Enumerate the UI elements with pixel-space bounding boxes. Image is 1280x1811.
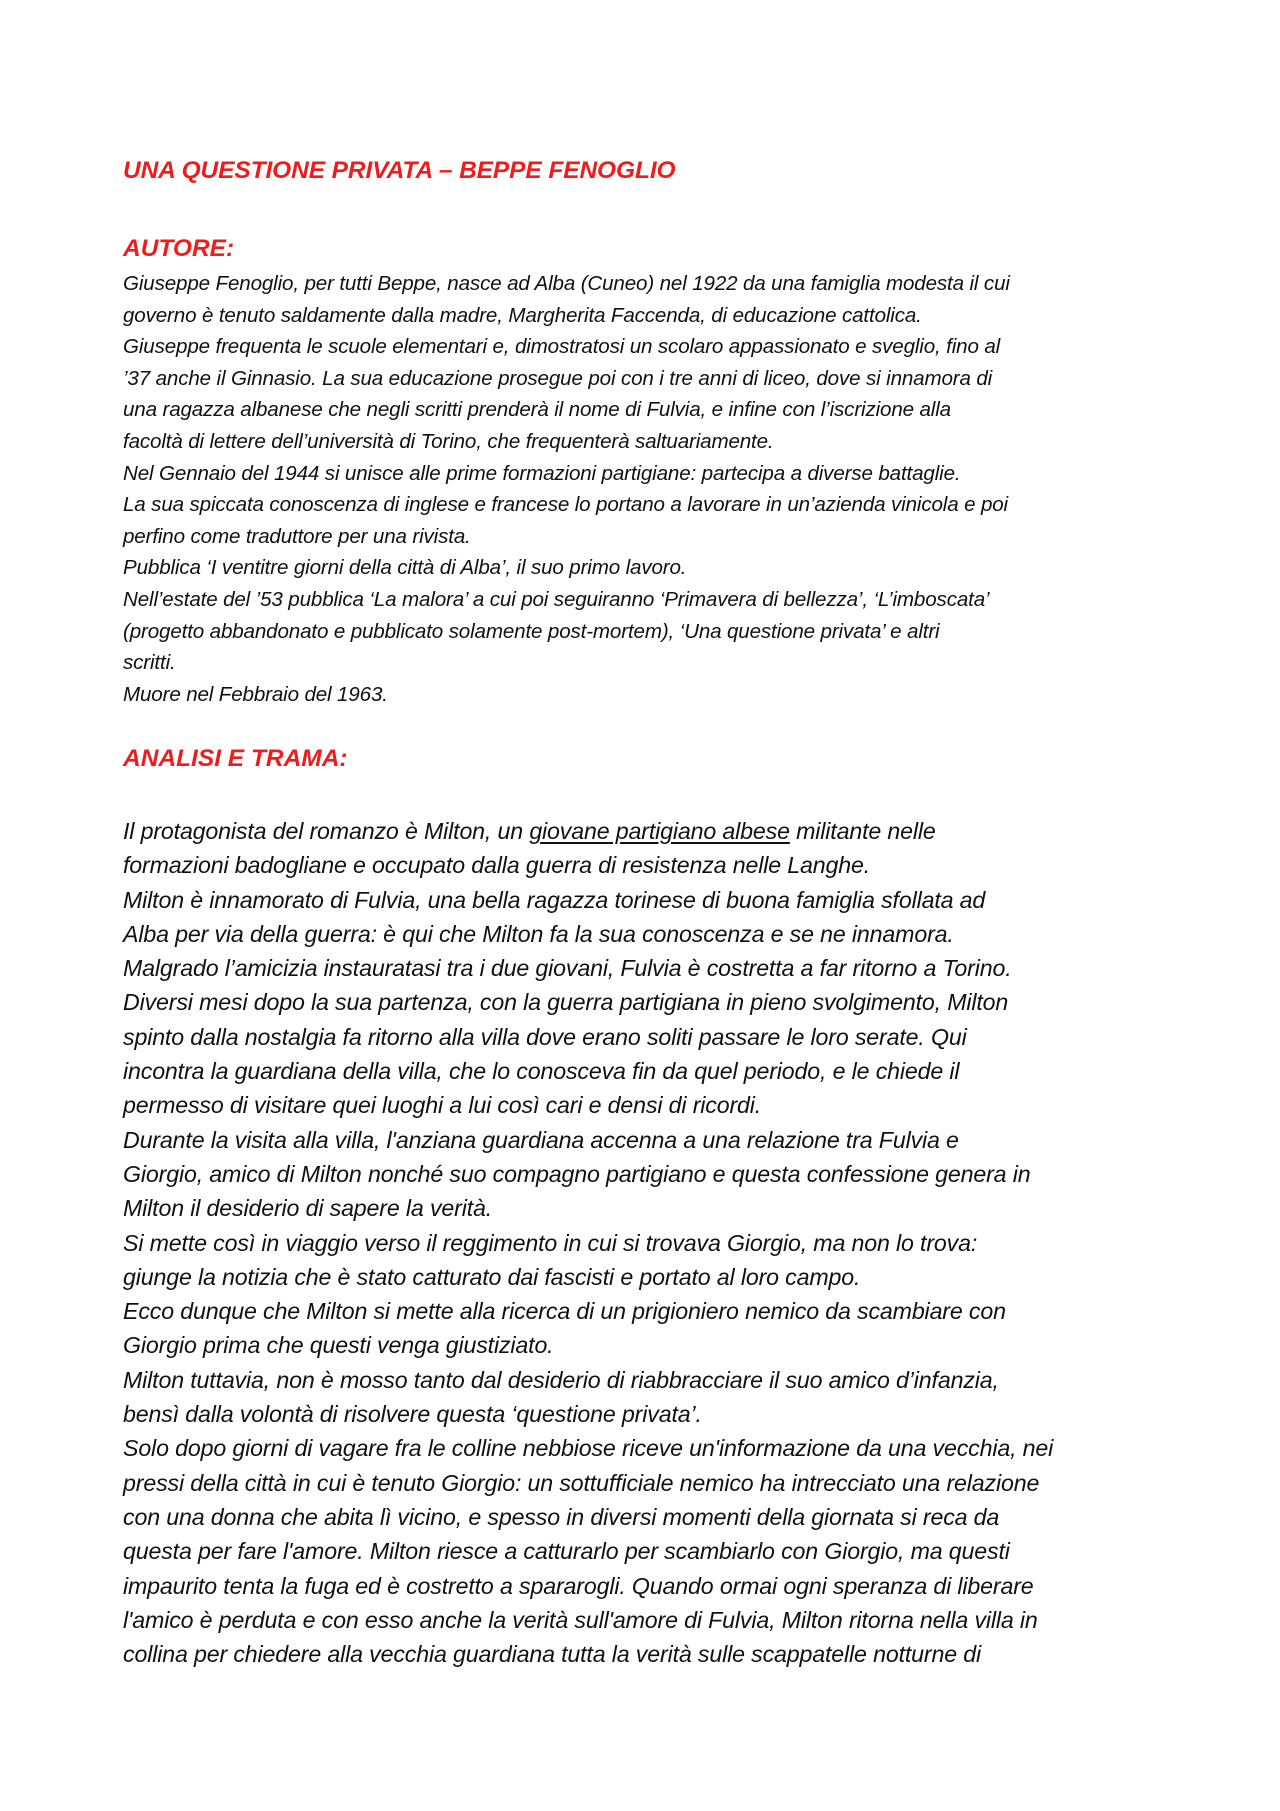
author-line: scritti. [123, 651, 176, 675]
analysis-line: l'amico è perduta e con esso anche la verità sull'amore di Fulvia, Milton ritorna nella villa in [123, 1606, 1038, 1633]
analysis-line: collina per chiedere alla vecchia guardiana tutta la verità sulle scappatelle notturne di [123, 1641, 982, 1668]
analysis-line: Milton è innamorato di Fulvia, una bella ragazza torinese di buona famiglia sfollata ad [123, 886, 986, 913]
author-line: La sua spiccata conoscenza di inglese e francese lo portano a lavorare in un’azienda vinicola e poi [123, 493, 1008, 517]
analysis-line: con una donna che abita lì vicino, e spesso in diversi momenti della giornata si reca da [123, 1503, 1000, 1530]
author-section-body [123, 268, 1183, 710]
analysis-line: formazioni badogliane e occupato dalla guerra di resistenza nelle Langhe. [123, 852, 871, 879]
analysis-line: spinto dalla nostalgia fa ritorno alla villa dove erano soliti passare le loro serate. Qui [123, 1023, 967, 1050]
analysis-line: Malgrado l’amicizia instauratasi tra i due giovani, Fulvia è costretta a far ritorno a Torino. [123, 955, 1012, 982]
author-line: facoltà di lettere dell’università di Torino, che frequenterà saltuariamente. [123, 429, 774, 453]
author-line: (progetto abbandonato e pubblicato solamente post-mortem), ‘Una questione privata’ e altri [123, 619, 940, 643]
analysis-line: Milton il desiderio di sapere la verità. [123, 1195, 493, 1222]
author-line: Nel Gennaio del 1944 si unisce alle prime formazioni partigiane: partecipa a diverse battaglie. [123, 461, 961, 485]
analysis-line: bensì dalla volontà di risolvere questa ‘questione privata’. [123, 1401, 702, 1428]
author-line: una ragazza albanese che negli scritti prenderà il nome di Fulvia, e infine con l’iscrizione alla [123, 398, 951, 422]
analysis-line: Milton tuttavia, non è mosso tanto dal desiderio di riabbracciare il suo amico d’infanzia, [123, 1366, 999, 1393]
underlined-phrase: giovane partigiano albese [529, 818, 790, 844]
analysis-line: Solo dopo giorni di vagare fra le colline nebbiose riceve un'informazione da una vecchia, nei [123, 1435, 1054, 1462]
analysis-line: Ecco dunque che Milton si mette alla ricerca di un prigioniero nemico da scambiare con [123, 1298, 1006, 1325]
author-line: Muore nel Febbraio del 1963. [123, 682, 388, 706]
analysis-line: incontra la guardiana della villa, che lo conosceva fin da quel periodo, e le chiede il [123, 1058, 960, 1085]
analysis-line: Si mette così in viaggio verso il reggimento in cui si trovava Giorgio, ma non lo trova: [123, 1229, 978, 1256]
analysis-line: giunge la notizia che è stato catturato dai fascisti e portato al loro campo. [123, 1263, 861, 1290]
author-line: Pubblica ‘I ventitre giorni della città di Alba’, il suo primo lavoro. [123, 556, 687, 580]
document-title: UNA QUESTIONE PRIVATA – BEPPE FENOGLIO [123, 157, 676, 184]
analysis-line: Giorgio, amico di Milton nonché suo compagno partigiano e questa confessione genera in [123, 1160, 1031, 1187]
analysis-line [123, 814, 1183, 848]
author-line: Giuseppe frequenta le scuole elementari e, dimostratosi un scolaro appassionato e sveglio, fino al [123, 335, 1001, 359]
analysis-section-heading: ANALISI E TRAMA: [123, 745, 348, 772]
author-line: perfino come traduttore per una rivista. [123, 524, 471, 548]
analysis-line: permesso di visitare quei luoghi a lui così cari e densi di ricordi. [123, 1092, 762, 1119]
analysis-line: impaurito tenta la fuga ed è costretto a spararogli. Quando ormai ogni speranza di liberare [123, 1572, 1034, 1599]
author-line: governo è tenuto saldamente dalla madre, Margherita Faccenda, di educazione cattolica. [123, 303, 922, 327]
analysis-line: Durante la visita alla villa, l'anziana guardiana accenna a una relazione tra Fulvia e [123, 1126, 959, 1153]
analysis-line: Alba per via della guerra: è qui che Milton fa la sua conoscenza e se ne innamora. [123, 920, 954, 947]
analysis-first-line-end: militante nelle [789, 818, 936, 844]
analysis-first-line-start: Il protagonista del romanzo è Milton, un [123, 818, 530, 844]
author-line: ’37 anche il Ginnasio. La sua educazione prosegue poi con i tre anni di liceo, dove si innamora di [123, 366, 993, 390]
author-line: Nell’estate del ’53 pubblica ‘La malora’ a cui poi seguiranno ‘Primavera di bellezza’, ‘L’imboscata’ [123, 587, 990, 611]
author-line: Giuseppe Fenoglio, per tutti Beppe, nasce ad Alba (Cuneo) nel 1922 da una famiglia modesta il cui [123, 272, 1010, 295]
analysis-line: Diversi mesi dopo la sua partenza, con la guerra partigiana in pieno svolgimento, Milton [123, 989, 1009, 1016]
analysis-section-body [123, 814, 1183, 1671]
author-section-heading: AUTORE: [123, 235, 235, 262]
analysis-line: pressi della città in cui è tenuto Giorgio: un sottufficiale nemico ha intrecciato una relazione [123, 1469, 1040, 1496]
analysis-line: Giorgio prima che questi venga giustiziato. [123, 1332, 554, 1359]
analysis-line: questa per fare l'amore. Milton riesce a catturarlo per scambiarlo con Giorgio, ma questi [123, 1538, 1010, 1565]
